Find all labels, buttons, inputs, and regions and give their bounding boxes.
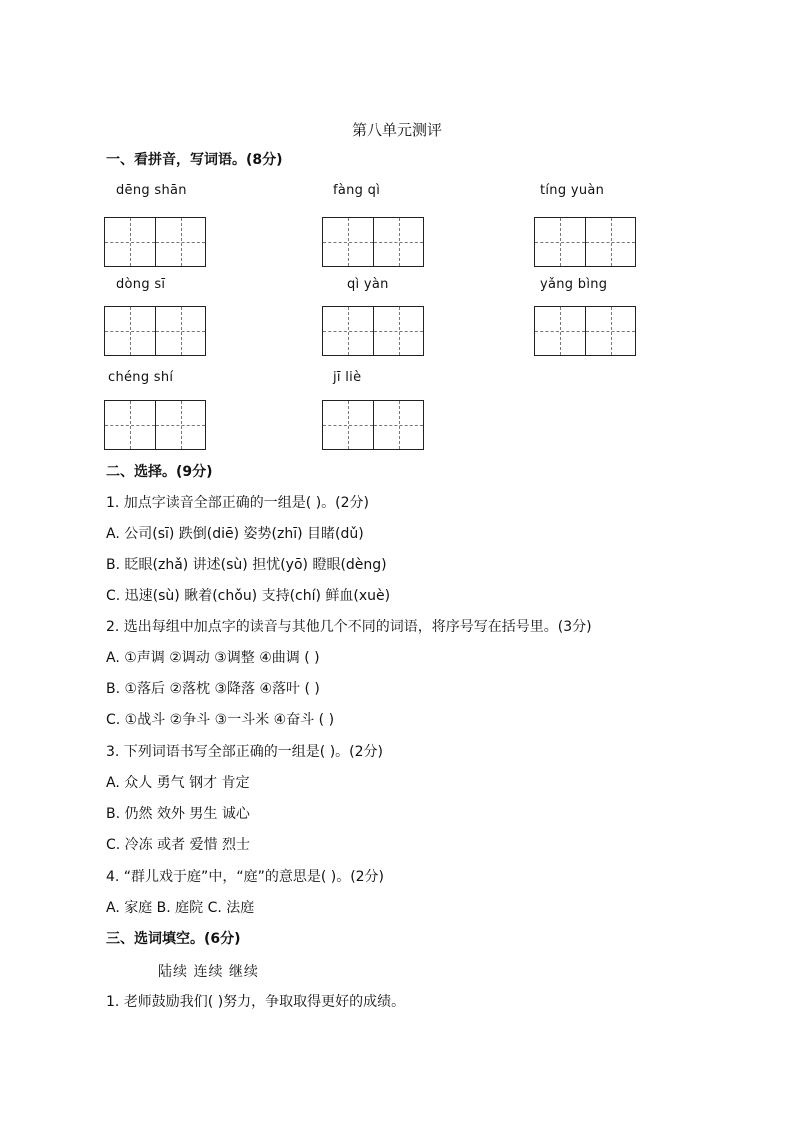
q2-option-a[interactable]: A. ①声调 ②调动 ③调整 ④曲调 ( ) <box>106 650 320 666</box>
section-2-heading: 二、选择。(9分) <box>106 464 213 480</box>
writing-grid-5[interactable] <box>322 306 424 356</box>
writing-grid-7[interactable] <box>104 400 206 450</box>
pinyin-6: yǎng bìng <box>540 277 608 292</box>
pinyin-2: fàng qì <box>333 183 381 198</box>
pinyin-3: tíng yuàn <box>540 183 605 198</box>
q1-option-a[interactable]: A. 公司(sī) 跌倒(diē) 姿势(zhī) 目睹(dǔ) <box>106 526 364 542</box>
q3-option-c[interactable]: C. 冷冻 或者 爱惜 烈士 <box>106 837 251 853</box>
q2-option-b[interactable]: B. ①落后 ②落枕 ③降落 ④落叶 ( ) <box>106 681 320 697</box>
q3-option-b[interactable]: B. 仍然 效外 男生 诚心 <box>106 806 250 822</box>
q2-stem: 2. 选出每组中加点字的读音与其他几个不同的词语，将序号写在括号里。(3分) <box>106 619 592 635</box>
q3-stem: 3. 下列词语书写全部正确的一组是( )。(2分) <box>106 744 384 760</box>
writing-grid-3[interactable] <box>534 217 636 267</box>
q4-stem: 4. “群儿戏于庭”中，“庭”的意思是( )。(2分) <box>106 869 385 885</box>
writing-grid-4[interactable] <box>104 306 206 356</box>
writing-grid-1[interactable] <box>104 217 206 267</box>
section-3-heading: 三、选词填空。(6分) <box>106 931 241 947</box>
writing-grid-8[interactable] <box>322 400 424 450</box>
writing-grid-6[interactable] <box>534 306 636 356</box>
s3-q1: 1. 老师鼓励我们( )努力，争取取得更好的成绩。 <box>106 994 406 1010</box>
word-bank: 陆续 连续 继续 <box>158 964 259 980</box>
pinyin-7: chéng shí <box>108 370 174 385</box>
section-1-heading: 一、看拼音，写词语。(8分) <box>106 152 283 168</box>
writing-grid-2[interactable] <box>322 217 424 267</box>
pinyin-1: dēng shān <box>116 183 187 198</box>
q4-options[interactable]: A. 家庭 B. 庭院 C. 法庭 <box>106 900 255 916</box>
q1-option-b[interactable]: B. 眨眼(zhǎ) 讲述(sù) 担忧(yō) 瞪眼(dèng) <box>106 557 387 573</box>
pinyin-4: dòng sī <box>116 277 166 292</box>
pinyin-8: jī liè <box>333 370 362 385</box>
q3-option-a[interactable]: A. 众人 勇气 钢才 肯定 <box>106 775 250 791</box>
q1-stem: 1. 加点字读音全部正确的一组是( )。(2分) <box>106 495 370 511</box>
q1-option-c[interactable]: C. 迅速(sù) 瞅着(chǒu) 支持(chí) 鲜血(xuè) <box>106 588 391 604</box>
q2-option-c[interactable]: C. ①战斗 ②争斗 ③一斗米 ④奋斗 ( ) <box>106 712 335 728</box>
page-title: 第八单元测评 <box>351 121 442 139</box>
pinyin-5: qì yàn <box>347 277 389 292</box>
